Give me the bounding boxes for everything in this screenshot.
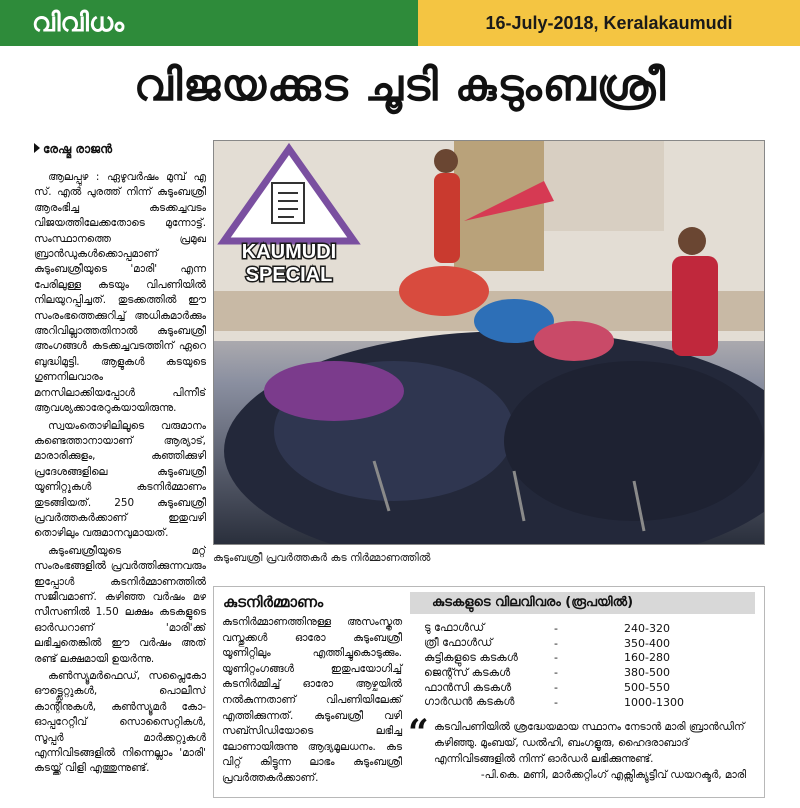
quote-text: കടവിപണിയിൽ ശ്രദ്ധേയമായ സ്ഥാനം നേടാൻ മാരി ബ്രാൻഡിന് കഴിഞ്ഞു. മുംബയ്, ഡൽഹി, ബംഗളൂരു, ഹൈദരാബാദ് എന്നിവിടങ്ങളിൽ നിന്ന് ഓർഡർ ലഭിക്കുന്നുണ്ട്. (434, 721, 745, 765)
article-paragraph: സ്വയംതൊഴിലിലൂടെ വരുമാനം കണ്ടെത്താനായാണ് ആര്യാട്, മാരാരിക്കുളം, കഞ്ഞിക്കുഴി പ്രദേശങ്ങളിലെ കുടുംബശ്രീ യൂണിറ്റുകൾ കടനിർമ്മാണം തുടങ്ങിയത്. 250 കുടുംബശ്രീ പ്രവർത്തകർക്കാണ് ഇതുവഴി തൊഴിലും വരുമാനവുമായത്. (34, 419, 206, 540)
price-range: 380-500 (624, 666, 670, 680)
quote-author: -പി.കെ. മണി, മാർക്കറ്റിംഗ് എക്സിക്യുട്ടീവ് ഡയറക്ടർ, മാരി (480, 769, 746, 781)
pull-quote (408, 712, 760, 783)
price-range: 1000-1300 (624, 695, 684, 709)
price-range: 350-400 (624, 636, 670, 650)
price-dash: - (554, 621, 558, 635)
article-paragraph: കുടുംബശ്രീയുടെ മറ്റ് സംരംഭങ്ങളിൽ പ്രവർത്തിക്കുന്നവരും ഇപ്പോൾ കടനിർമ്മാണത്തിൽ സജീവമാണ്. കഴിഞ്ഞ വർഷം മഴ സീസണിൽ 1.50 ലക്ഷം കടകളുടെ ഓർഡറാണ് 'മാരി'ക്ക് ലഭിച്ചതെങ്കിൽ ഈ വർഷം അത് രണ്ട് ലക്ഷമായി ഉയർന്നു. (34, 544, 206, 665)
price-range: 240-320 (624, 621, 670, 635)
section-label: വിവിധം (0, 0, 418, 46)
page-header (0, 0, 800, 46)
price-name: ടു ഫോൾഡ് (424, 621, 485, 635)
article-paragraph: കൺസ്യൂമർഫെഡ്, സപ്ലൈകോ ഔട്ട്ലെറ്റുകൾ, പൊലീസ് കാന്റീനുകൾ, കൺസ്യൂമർ കോ-ഓപ്പറേറ്റീവ് സൊസൈറ്റികൾ, സൂപ്പർ മാർക്കറ്റുകൾ എന്നിവിടങ്ങളിൽ നിന്നെല്ലാം 'മാരി' കടയ്ക്ക് വിളി എത്തുന്നുണ്ട്. (34, 670, 206, 775)
article-photo (213, 140, 765, 545)
dateline: 16-July-2018, Keralakaumudi (418, 0, 800, 46)
price-name: ത്രീ ഫോൾഡ് (424, 636, 493, 650)
price-table-title: കുടകളുടെ വിലവിവരം (രൂപയിൽ) (410, 592, 755, 614)
price-row (424, 621, 724, 636)
price-name: ഗാർഡൻ കടകൾ (424, 695, 515, 709)
price-dash: - (554, 695, 558, 709)
price-name: ജെന്റ്സ് കടകൾ (424, 665, 511, 679)
price-row (424, 651, 724, 666)
photo-caption: കുടുംബശ്രീ പ്രവർത്തകർ കട നിർമ്മാണത്തിൽ (213, 552, 431, 564)
byline: രേഷ്മ രാജൻ (34, 142, 112, 157)
quote-mark-icon: “ (408, 712, 429, 754)
price-range: 500-550 (624, 681, 670, 695)
article-paragraph: ആലപ്പുഴ : ഏഴുവർഷം മുമ്പ് എ സ്. എൽ പുരത്ത് നിന്ന് കുടുംബശ്രീ ആരംഭിച്ച കടക്കച്ചവടം വിജയത്തിലേക്കതോടെ മുന്നോട്ട്. സംസ്ഥാനത്തെ പ്രമുഖ ബ്രാൻഡുകൾക്കൊപ്പമാണ് കുടുംബശ്രീയുടെ 'മാരി' എന്ന പേരിലുള്ള കടയും വിപണിയിൽ നിലയുറപ്പിച്ചത്. തുടക്കത്തിൽ ഈ സംരംഭത്തെക്കുറിച്ച് അധികമാർക്കും അറിവില്ലാത്തതിനാൽ കുടുംബശ്രീ അംഗങ്ങൾ കടക്കച്ചവടത്തിന് ഏറെ ബുദ്ധിമുട്ടി. ആളുകൾ കടയുടെ ഗുണനിലവാരം മനസിലാക്കിയപ്പോൾ പിന്നീട് ആവശ്യക്കാരേറുകയായിരുന്നു. (34, 171, 206, 415)
info-box (213, 586, 765, 798)
price-dash: - (554, 666, 558, 680)
price-row (424, 665, 724, 680)
badge-line1: KAUMUDI (241, 241, 337, 263)
price-name: ഫാൻസി കടകൾ (424, 680, 512, 694)
box-text: കുടനിർമ്മാണത്തിനുള്ള അസംസ്കൃത വസ്തുക്കൾ ഓരോ കുടുംബശ്രീ യൂണിറ്റിലും എത്തിച്ചുകൊടുക്കും. യൂണിറ്റംഗങ്ങൾ ഇതുപയോഗിച്ച് കടനിർമ്മിച്ച് ഓരോ ആഴ്ചയിൽ നൽകുന്നതാണ് വിപണിയിലേക്ക് എത്തിക്കുന്നത്. കുടുംബശ്രീ വഴി സബ്സിഡിയോടെ ലഭിച്ച ലോണായിരുന്നു ആദ്യമൂലധനം. കട വിറ്റ് കിട്ടുന്ന ലാഭം കുടുംബശ്രീ പ്രവർത്തകർക്കാണ്. (222, 616, 402, 784)
price-dash: - (554, 636, 558, 650)
headline: വിജയക്കുട ചൂടി കുടുംബശ്രീ (134, 60, 666, 111)
price-row (424, 636, 724, 651)
price-row (424, 695, 724, 710)
price-range: 160-280 (624, 651, 670, 665)
price-dash: - (554, 651, 558, 665)
price-row (424, 680, 724, 695)
price-name: കുട്ടികളുടെ കടകൾ (424, 650, 518, 664)
price-dash: - (554, 681, 558, 695)
photo-illustration (214, 141, 765, 545)
price-table (424, 621, 724, 710)
article-column (34, 170, 206, 800)
box-subhead: കുടനിർമ്മാണം (223, 593, 324, 611)
badge-line2: SPECIAL (245, 264, 333, 286)
